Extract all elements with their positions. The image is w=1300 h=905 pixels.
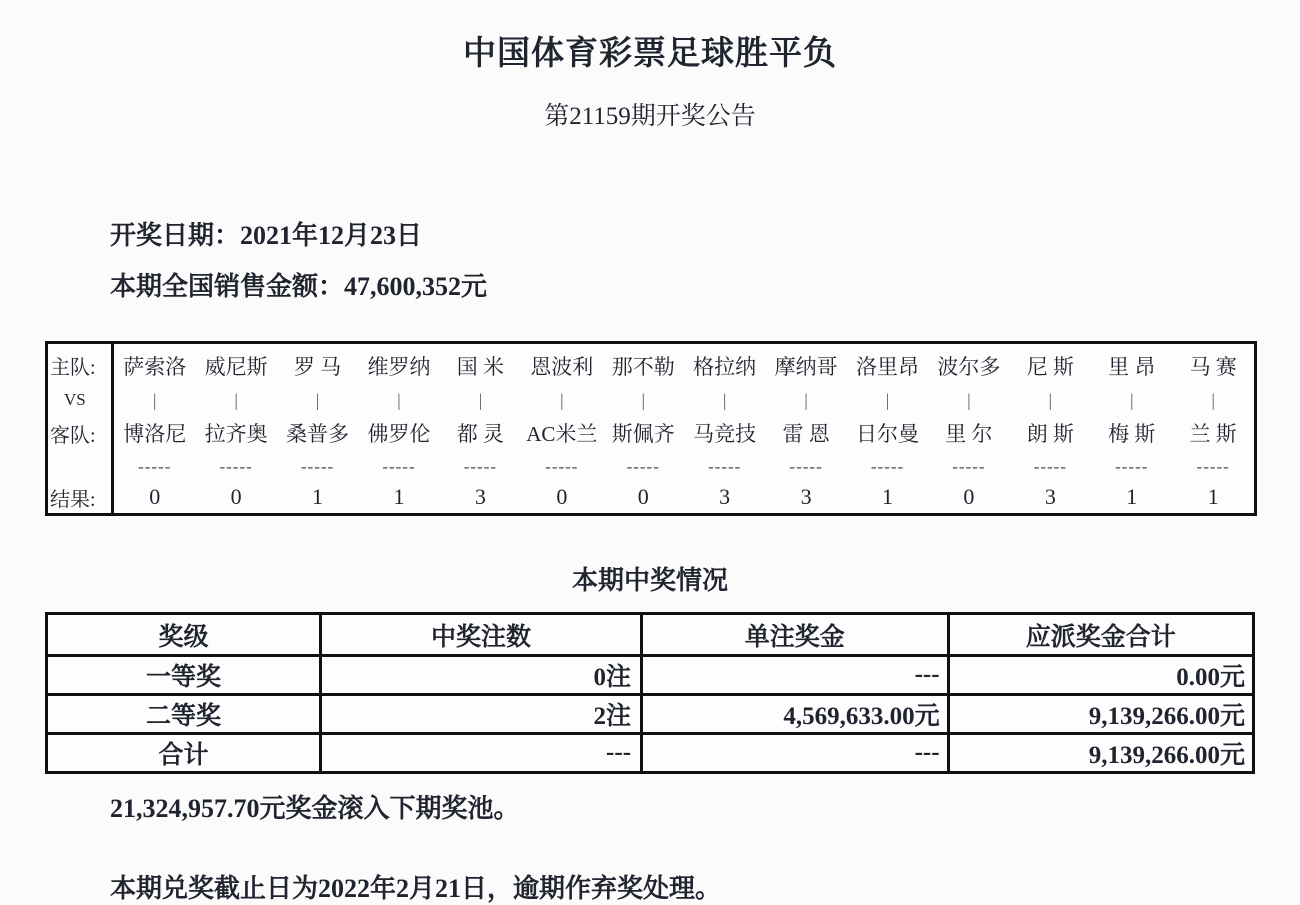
winning-bets-count: ---: [320, 734, 641, 773]
single-bet-prize: ---: [642, 734, 949, 773]
column-header-level: 奖级: [47, 614, 321, 656]
prize-level: 合计: [47, 734, 321, 773]
column-header-total: 应派奖金合计: [948, 614, 1253, 656]
home-team-name: 维罗纳: [367, 354, 431, 379]
match-result-value: 0: [149, 484, 161, 509]
match-column: [521, 344, 602, 513]
vs-separator: |: [478, 389, 483, 410]
page-subtitle: 第21159期开奖公告: [544, 103, 756, 130]
vs-row-label: VS: [64, 390, 86, 409]
match-result-value: 1: [1126, 484, 1138, 509]
vs-separator: |: [885, 389, 890, 410]
match-result-value: 0: [230, 484, 242, 509]
away-team-name: 日尔曼: [856, 422, 919, 446]
rollover-note: 21,324,957.70元奖金滚入下期奖池。: [110, 794, 520, 823]
draw-date-line: 开奖日期：2021年12月23日: [110, 221, 423, 250]
match-column: [277, 344, 358, 513]
prize-section-title: 本期中奖情况: [571, 566, 728, 595]
match-column: [765, 344, 846, 513]
dashes-row-label: [50, 453, 111, 481]
away-team-name: 马竞技: [693, 422, 757, 446]
away-team-name: 里 尔: [945, 422, 993, 446]
match-columns: [114, 344, 1254, 513]
total-prize-payout: 9,139,266.00元: [948, 734, 1253, 773]
match-result-value: 3: [1044, 484, 1056, 509]
vs-separator: |: [1211, 389, 1215, 410]
winning-bets-count: 0注: [320, 656, 641, 695]
match-column: [440, 344, 521, 513]
prize-table: [45, 612, 1255, 774]
home-team-name: 那不勒: [611, 354, 675, 379]
result-dashes: -----: [219, 457, 253, 476]
home-team-name: 摩纳哥: [774, 354, 838, 379]
total-prize-payout: 9,139,266.00元: [948, 695, 1253, 734]
home-team-name: 波尔多: [937, 354, 1001, 379]
prize-table-row: [47, 695, 1254, 734]
result-dashes: -----: [789, 457, 823, 476]
match-column: [358, 344, 439, 513]
result-dashes: -----: [300, 457, 335, 476]
prize-level: 一等奖: [47, 656, 321, 695]
away-team-name: 朗 斯: [1026, 422, 1074, 446]
prize-table-row: [47, 656, 1254, 695]
match-result-value: 3: [719, 484, 731, 509]
match-result-value: 3: [474, 484, 486, 509]
vs-separator: |: [804, 389, 808, 410]
result-dashes: -----: [708, 457, 742, 476]
deadline-note: 本期兑奖截止日为2022年2月21日，逾期作弃奖处理。: [110, 874, 722, 903]
home-row-label: 主队:: [50, 357, 96, 379]
column-header-count: 中奖注数: [320, 614, 641, 656]
draw-info: [110, 210, 1300, 312]
home-team-name: 里 昂: [1108, 354, 1156, 379]
match-result-value: 1: [882, 484, 893, 509]
page-title: 中国体育彩票足球胜平负: [463, 36, 837, 72]
away-row-label: 客队:: [50, 424, 96, 447]
match-column: [684, 344, 765, 513]
match-result-value: 0: [963, 484, 975, 509]
away-team-name: 雷 恩: [782, 422, 830, 446]
result-dashes: -----: [545, 457, 579, 476]
match-result-value: 0: [637, 484, 649, 509]
match-column: [928, 344, 1009, 513]
home-team-name: 萨索洛: [123, 354, 187, 379]
vs-separator: |: [152, 389, 157, 410]
match-column: [195, 344, 276, 513]
away-team-name: 桑普多: [286, 422, 350, 446]
result-dashes: -----: [138, 457, 172, 476]
match-column: [114, 344, 195, 513]
vs-separator: |: [234, 389, 238, 410]
away-team-name: 梅 斯: [1108, 422, 1156, 446]
home-team-name: 恩波利: [530, 354, 594, 379]
single-bet-prize: 4,569,633.00元: [642, 695, 949, 734]
vs-separator: |: [722, 389, 727, 410]
result-dashes: -----: [952, 457, 986, 476]
match-table-row-labels: [48, 344, 114, 513]
result-dashes: -----: [1196, 457, 1230, 476]
vs-separator: |: [967, 389, 971, 410]
prize-table-body: [47, 656, 1254, 773]
away-team-name: 拉齐奥: [204, 422, 268, 446]
away-team-name: 兰 斯: [1189, 422, 1237, 446]
home-team-name: 尼 斯: [1026, 354, 1074, 379]
vs-separator: |: [560, 389, 564, 410]
home-team-name: 威尼斯: [204, 354, 268, 379]
match-result-value: 3: [800, 484, 812, 509]
vs-separator: |: [641, 389, 646, 410]
away-team-name: 博洛尼: [123, 422, 187, 446]
home-team-name: 洛里昂: [856, 354, 919, 379]
result-dashes: -----: [1115, 457, 1149, 476]
result-dashes: -----: [1033, 457, 1067, 476]
prize-level: 二等奖: [47, 695, 321, 734]
match-column: [603, 344, 684, 513]
prize-table-header-row: [47, 614, 1254, 656]
away-team-name: 斯佩齐: [611, 422, 675, 446]
match-result-value: 1: [1207, 484, 1219, 509]
prize-table-row: [47, 734, 1254, 773]
away-team-name: 都 灵: [456, 422, 505, 446]
column-header-single: 单注奖金: [642, 614, 949, 656]
match-results-table: [45, 341, 1257, 516]
match-result-value: 1: [312, 484, 324, 509]
match-column: [1091, 344, 1172, 513]
total-prize-payout: 0.00元: [948, 656, 1253, 695]
single-bet-prize: ---: [642, 656, 949, 695]
result-dashes: -----: [463, 457, 498, 476]
home-team-name: 格拉纳: [693, 354, 757, 379]
result-row-label: 结果:: [50, 488, 96, 511]
match-column: [1010, 344, 1091, 513]
match-column: [847, 344, 928, 513]
match-result-value: 1: [393, 484, 405, 509]
footer-notes: [110, 788, 1300, 905]
vs-separator: |: [315, 389, 320, 410]
result-dashes: -----: [382, 457, 416, 476]
match-result-value: 0: [556, 484, 568, 509]
result-dashes: -----: [626, 457, 660, 476]
sales-amount-line: 本期全国销售金额：47,600,352元: [110, 272, 488, 301]
home-team-name: 马 赛: [1189, 354, 1237, 379]
home-team-name: 罗 马: [293, 354, 342, 379]
vs-separator: |: [1129, 389, 1134, 410]
result-dashes: -----: [870, 457, 905, 476]
winning-bets-count: 2注: [320, 695, 641, 734]
vs-separator: |: [397, 389, 401, 410]
home-team-name: 国 米: [456, 354, 505, 379]
match-column: [1172, 344, 1253, 513]
away-team-name: 佛罗伦: [367, 422, 431, 446]
away-team-name: AC米兰: [526, 422, 598, 446]
vs-separator: |: [1048, 389, 1053, 410]
